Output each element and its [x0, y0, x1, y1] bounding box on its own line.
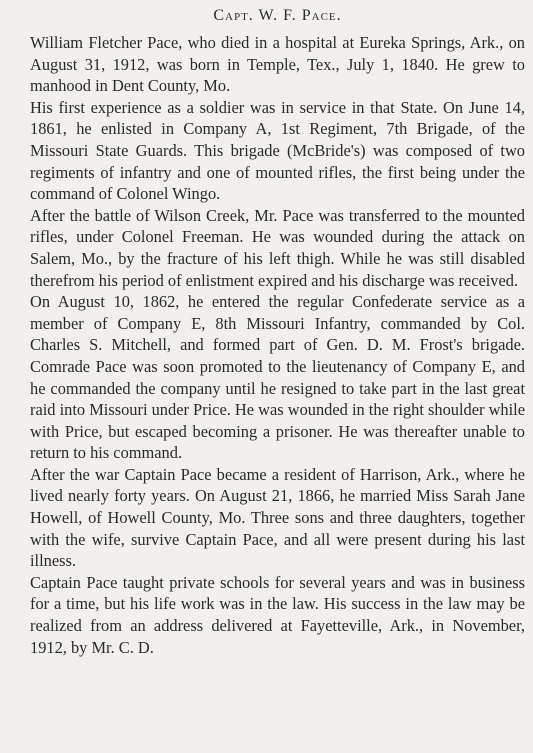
- paragraph-3: After the battle of Wilson Creek, Mr. Pace was transferred to the mounted rifles, under Colonel Freeman. He was wounded during the attack on Salem, Mo., by the fracture of his left thigh. While he was still disabled therefrom his period of enlistment expired and his discharge was received.: [30, 205, 525, 290]
- paragraph-5: After the war Captain Pace became a resident of Harrison, Ark., where he lived nearly forty years. On August 21, 1866, he married Miss Sarah Jane Howell, of Howell County, Mo. Three sons and three daughters, together with the wife, survive Captain Pace, and all were present during his last illness.: [30, 464, 525, 571]
- paragraph-4: On August 10, 1862, he entered the regular Confederate service as a member of Company E, 8th Missouri Infantry, commanded by Col. Charles S. Mitchell, and formed part of Gen. D. M. Frost's brigade. Comrade Pace was soon promoted to the lieutenancy of Company E, and he commanded the company until he resigned to take part in the last great raid into Missouri under Price. He was wounded in the right shoulder while with Price, but escaped becoming a prisoner. He was thereafter unable to return to his command.: [30, 292, 525, 463]
- paragraph-1: William Fletcher Pace, who died in a hospital at Eureka Springs, Ark., on August 31, 1912, was born in Temple, Tex., July 1, 1840. He grew to manhood in Dent County, Mo.: [30, 33, 525, 96]
- article-heading: Capt. W. F. Pace.: [213, 7, 342, 24]
- paragraph-2: His first experience as a soldier was in service in that State. On June 14, 1861, he enlisted in Company A, 1st Regiment, 7th Brigade, of the Missouri State Guards. This brigade (McBride's) was composed of two regiments of infantry and one of mounted rifles, the first being under the command of Colonel Wingo.: [30, 97, 525, 204]
- paragraph-6: Captain Pace taught private schools for several years and was in business for a time, but his life work was in the law. His success in the law may be realized from an address delivered at Fayetteville, Ark., in November, 1912, by Mr. C. D.: [30, 572, 525, 657]
